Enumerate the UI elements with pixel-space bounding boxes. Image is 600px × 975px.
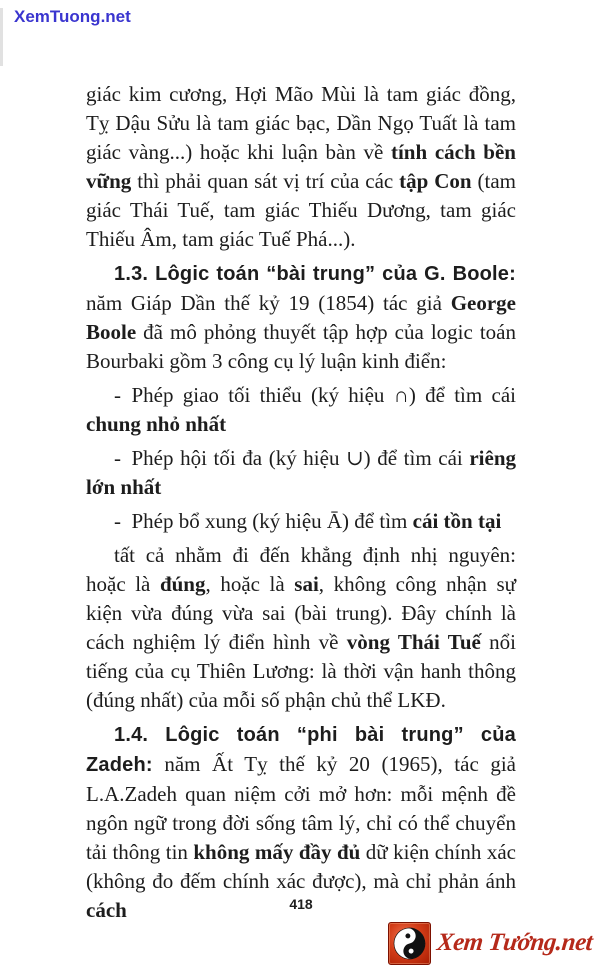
site-logo[interactable] bbox=[388, 920, 592, 966]
text-segment: giác kim cương, Hợi Mão Mùi là tam giác đồng, Tỵ Dậu Sửu là tam giác bạc, Dần Ngọ Tuất là tam giác vàng...) hoặc khi luận bàn về bbox=[86, 82, 516, 164]
paragraph bbox=[86, 720, 516, 925]
text-segment: George Boole bbox=[86, 291, 516, 344]
text-segment: (tam giác Thái Tuế, tam giác Thiếu Dương, tam giác Thiếu Âm, tam giác Tuế Phá...). bbox=[86, 169, 516, 251]
paragraph bbox=[86, 259, 516, 376]
section-heading: 1.3. Lôgic toán “bài trung” của G. Boole: bbox=[114, 263, 516, 285]
text-segment: cái tồn tại bbox=[412, 509, 502, 533]
text-segment: vòng Thái Tuế bbox=[346, 630, 481, 654]
text-segment: chung nhỏ nhất bbox=[86, 412, 227, 436]
text-segment: không mấy đầy đủ bbox=[193, 840, 361, 864]
text-segment: năm Giáp Dần thế kỷ 19 (1854) tác giả bbox=[86, 291, 451, 315]
text-segment: tập Con bbox=[399, 169, 472, 193]
text-segment: cách bbox=[86, 898, 127, 922]
text-segment: , hoặc là bbox=[205, 572, 295, 596]
text-segment: sai bbox=[294, 572, 319, 596]
paragraph bbox=[86, 381, 516, 439]
text-segment: đã mô phỏng thuyết tập hợp của logic toán Bourbaki gồm 3 công cụ lý luận kinh điển: bbox=[86, 320, 516, 373]
site-logo-text: Xem Tướng.net bbox=[435, 929, 594, 956]
text-segment: năm Ất Tỵ thế kỷ 20 (1965), tác giả L.A.Zadeh quan niệm cởi mở hơn: mỗi mệnh đề ngôn ngữ trong đời sống tâm lý, chỉ có thể chuyển tải thông tin bbox=[86, 752, 516, 864]
text-segment: tất cả nhằm đi đến khẳng định nhị nguyên: hoặc là bbox=[86, 543, 516, 596]
text-segment: nổi tiếng của cụ Thiên Lương: là thời vận hanh thông (đúng nhất) của mỗi số phận chủ thể LKĐ. bbox=[86, 630, 516, 712]
section-heading: 1.4. Lôgic toán “phi bài trung” của Zadeh: bbox=[86, 724, 516, 776]
page-content bbox=[86, 80, 516, 925]
scan-artifact bbox=[0, 8, 3, 66]
paragraph bbox=[86, 507, 516, 536]
yin-yang-icon bbox=[388, 922, 431, 965]
paragraph bbox=[86, 80, 516, 254]
text-segment: dữ kiện chính xác (không đo đếm chính xác được), mà chỉ phản ánh bbox=[86, 840, 516, 893]
watermark-link[interactable]: XemTuong.net bbox=[14, 7, 131, 26]
text-segment: , không công nhận sự kiện vừa đúng vừa sai (bài trung). Đây chính là cách nghiệm lý điển hình về bbox=[86, 572, 517, 654]
text-segment: - Phép giao tối thiểu (ký hiệu ∩) để tìm cái bbox=[114, 383, 516, 407]
text-segment: đúng bbox=[159, 572, 206, 596]
paragraph bbox=[86, 444, 516, 502]
paragraph bbox=[86, 541, 516, 715]
text-segment: riêng lớn nhất bbox=[86, 446, 516, 499]
text-segment: thì phải quan sát vị trí của các bbox=[131, 169, 400, 193]
text-segment: - Phép hội tối đa (ký hiệu ∪) để tìm cái bbox=[114, 446, 470, 470]
page-number: 418 bbox=[289, 896, 313, 912]
text-segment: - Phép bổ xung (ký hiệu Ā) để tìm bbox=[114, 509, 413, 533]
text-segment: tính cách bền vững bbox=[86, 140, 516, 193]
